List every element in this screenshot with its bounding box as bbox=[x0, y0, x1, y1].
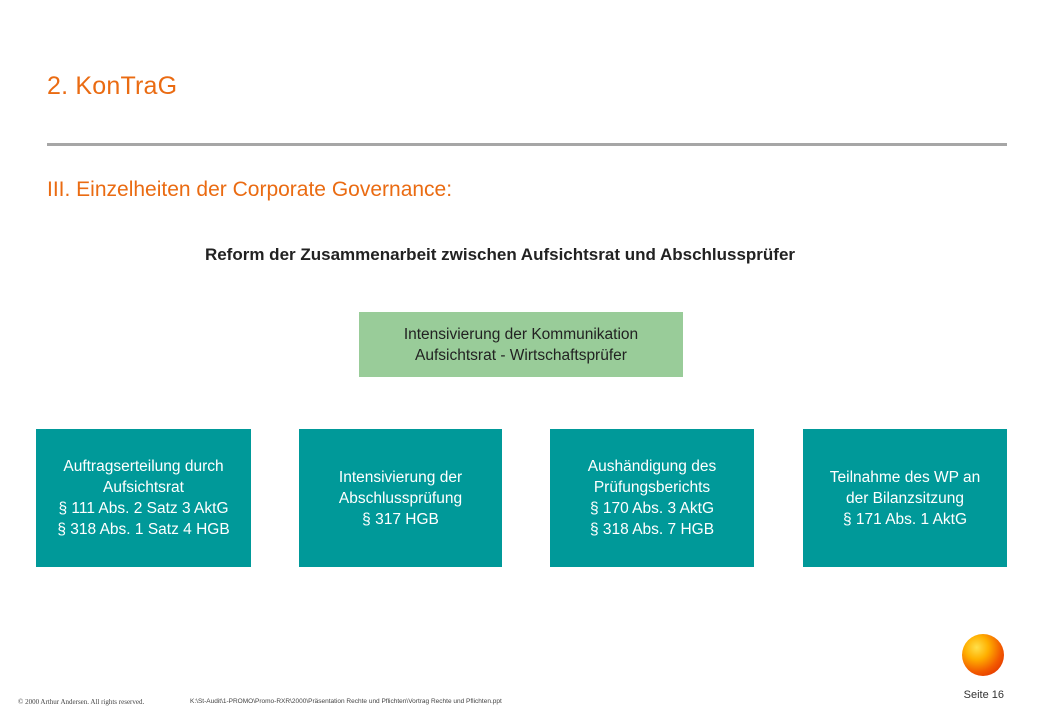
box-line: § 171 Abs. 1 AktG bbox=[842, 510, 968, 528]
central-box-line: Intensivierung der Kommunikation bbox=[403, 325, 639, 343]
box-aushaendigung bbox=[550, 429, 754, 567]
title-divider bbox=[47, 143, 1007, 146]
central-box bbox=[359, 312, 683, 377]
box-line: Aushändigung des bbox=[587, 458, 717, 475]
box-line: Abschlussprüfung bbox=[338, 489, 463, 507]
box-line: § 317 HGB bbox=[362, 510, 439, 528]
box-line: § 318 Abs. 1 Satz 4 HGB bbox=[57, 521, 230, 538]
box-line: Aufsichtsrat bbox=[103, 479, 184, 496]
box-line: Auftragserteilung durch bbox=[63, 458, 224, 475]
box-line: Prüfungsberichts bbox=[593, 479, 711, 496]
footer-file-path: K:\St-Audit\1-PROMO\Promo-RXR\2000\Präsentation Rechte und Pflichten\Vortrag Rechte und Pflichten.ppt bbox=[190, 698, 502, 705]
footer-copyright: © 2000 Arthur Andersen. All rights reserved. bbox=[18, 698, 145, 706]
box-auftragserteilung bbox=[36, 429, 251, 567]
box-line: § 170 Abs. 3 AktG bbox=[589, 500, 715, 517]
central-box-line: Aufsichtsrat - Wirtschaftsprüfer bbox=[415, 346, 627, 364]
slide-title: 2. KonTraG bbox=[47, 72, 178, 100]
box-line: Intensivierung der bbox=[338, 468, 463, 486]
brand-sphere-logo bbox=[962, 634, 1004, 676]
slide-heading: Reform der Zusammenarbeit zwischen Aufsichtsrat und Abschlussprüfer bbox=[204, 245, 796, 264]
box-line: der Bilanzsitzung bbox=[845, 489, 965, 507]
box-teilnahme bbox=[803, 429, 1007, 567]
box-line: Teilnahme des WP an bbox=[829, 468, 981, 486]
box-line: § 318 Abs. 7 HGB bbox=[589, 521, 715, 538]
box-line: § 111 Abs. 2 Satz 3 AktG bbox=[58, 500, 229, 517]
slide-subtitle: III. Einzelheiten der Corporate Governance: bbox=[47, 178, 453, 201]
page-number: Seite 16 bbox=[963, 689, 1004, 701]
box-intensivierung bbox=[299, 429, 502, 567]
